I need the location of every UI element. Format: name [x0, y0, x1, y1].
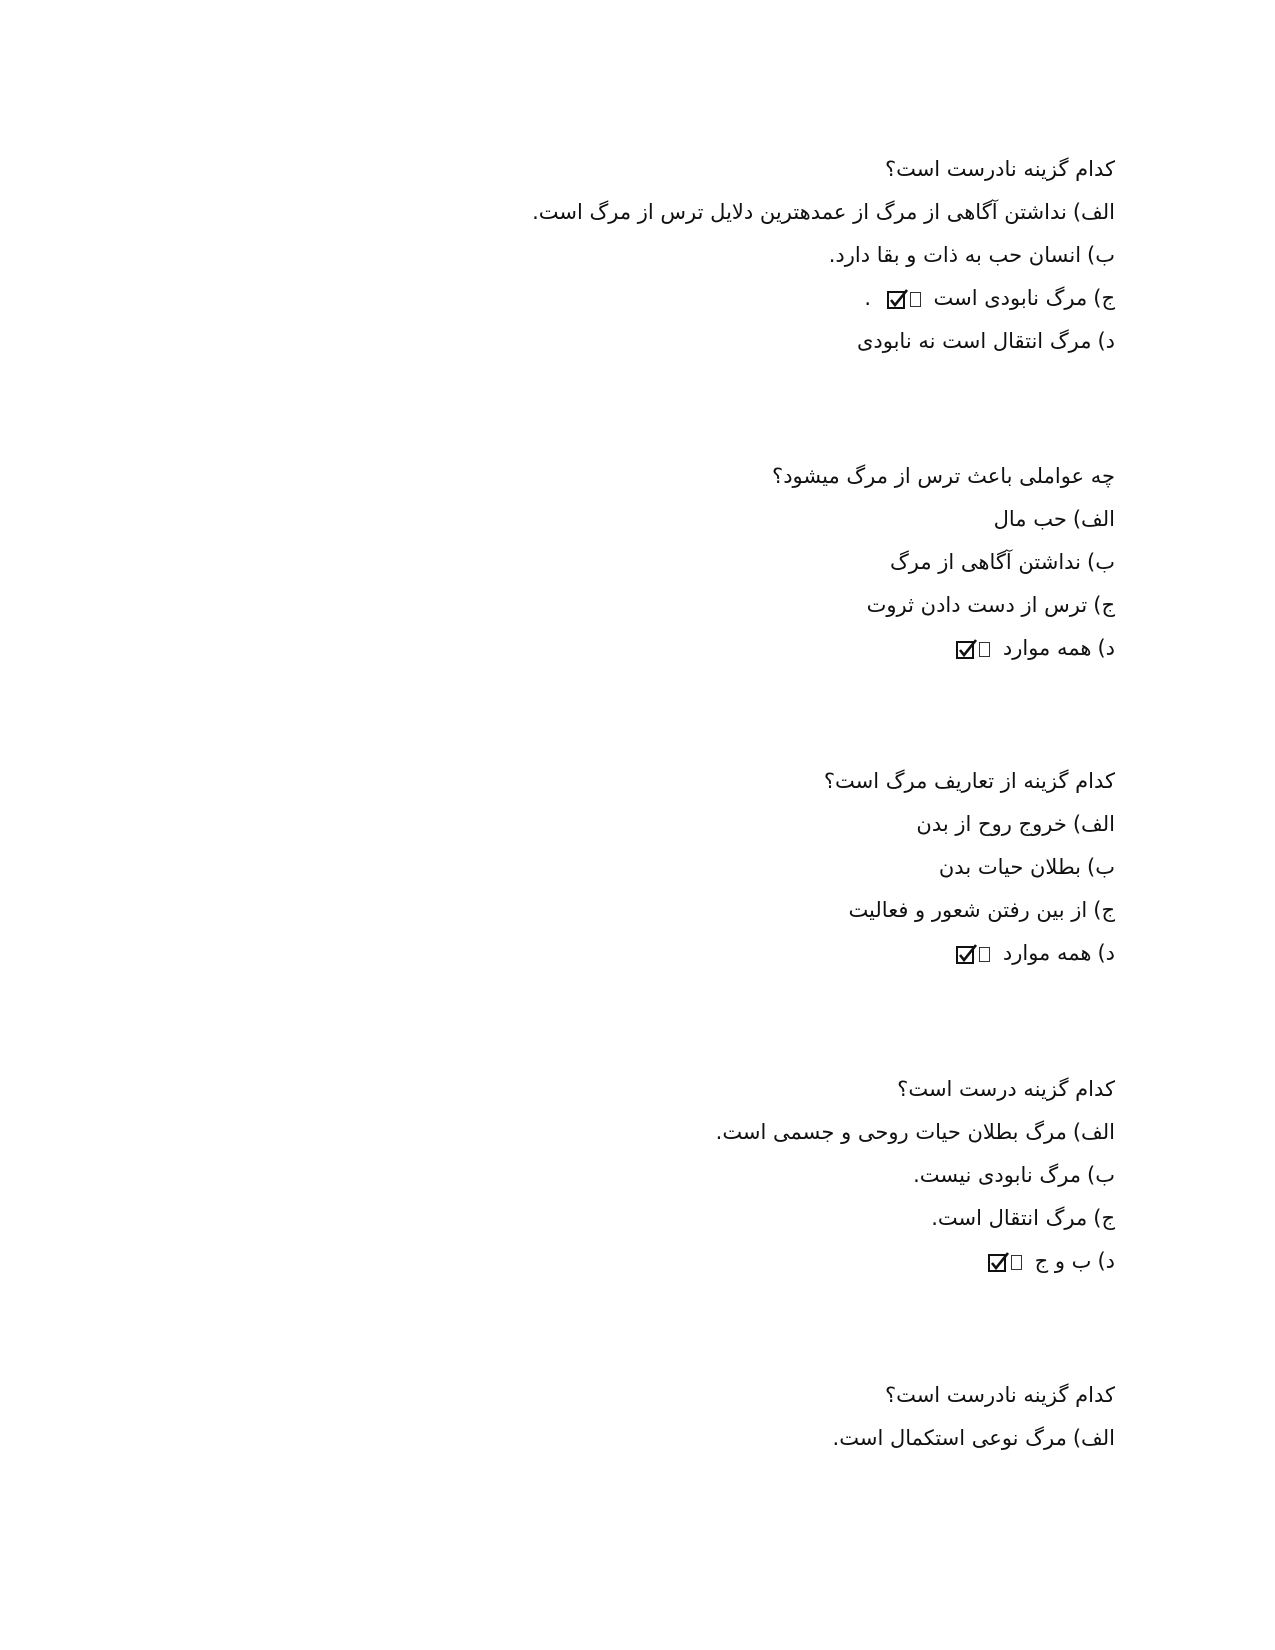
- trailing-period: .: [864, 286, 872, 310]
- question-2: [395, 455, 1115, 670]
- option-text: همه موارد: [1002, 941, 1092, 965]
- empty-box-icon: [979, 947, 990, 962]
- option-a: [395, 803, 1115, 846]
- option-text: از بین رفتن شعور و فعالیت: [848, 898, 1088, 922]
- question-stem: چه عواملی باعث ترس از مرگ میشود؟: [772, 464, 1115, 488]
- option-text: انسان حب به ذات و بقا دارد.: [828, 243, 1082, 267]
- option-prefix: د): [1097, 941, 1115, 965]
- option-c: [395, 584, 1115, 627]
- answer-mark: [955, 638, 992, 660]
- empty-box-icon: [910, 292, 921, 307]
- answer-mark: [886, 288, 923, 310]
- question-4: [395, 1068, 1115, 1283]
- question-1: [395, 148, 1115, 363]
- checked-box-icon: [987, 1251, 1009, 1273]
- option-text: حب مال: [993, 507, 1067, 531]
- answer-mark: [987, 1251, 1024, 1273]
- option-prefix: الف): [1072, 507, 1115, 531]
- option-d: [395, 932, 1115, 975]
- option-text: بطلان حیات بدن: [938, 855, 1082, 879]
- option-b: [395, 541, 1115, 584]
- option-text: مرگ نابودی نیست.: [913, 1163, 1082, 1187]
- option-text: مرگ نابودی است: [933, 286, 1088, 310]
- option-text: ترس از دست دادن ثروت: [866, 593, 1088, 617]
- option-c: [395, 277, 1115, 320]
- option-b: [395, 234, 1115, 277]
- option-c: [395, 889, 1115, 932]
- checked-box-icon: [955, 943, 977, 965]
- option-prefix: الف): [1072, 812, 1115, 836]
- option-prefix: ج): [1093, 1206, 1115, 1230]
- question-stem: کدام گزینه درست است؟: [897, 1077, 1115, 1101]
- option-text: مرگ انتقال است نه نابودی: [856, 329, 1092, 353]
- option-prefix: ج): [1093, 898, 1115, 922]
- option-text: مرگ نوعی استکمال است.: [832, 1426, 1067, 1450]
- option-a: [395, 1417, 1115, 1460]
- option-prefix: د): [1097, 329, 1115, 353]
- option-prefix: الف): [1072, 200, 1115, 224]
- option-a: [395, 498, 1115, 541]
- option-prefix: ب): [1087, 855, 1115, 879]
- option-d: [395, 627, 1115, 670]
- answer-mark: [955, 943, 992, 965]
- option-c: [395, 1197, 1115, 1240]
- option-prefix: ب): [1087, 550, 1115, 574]
- option-d: [395, 1240, 1115, 1283]
- option-prefix: ج): [1093, 593, 1115, 617]
- empty-box-icon: [1011, 1255, 1022, 1270]
- option-text: خروج روح از بدن: [916, 812, 1067, 836]
- question-stem: کدام گزینه نادرست است؟: [884, 157, 1115, 181]
- option-prefix: الف): [1072, 1120, 1115, 1144]
- option-text: مرگ بطلان حیات روحی و جسمی است.: [715, 1120, 1067, 1144]
- question-stem: کدام گزینه نادرست است؟: [884, 1383, 1115, 1407]
- option-b: [395, 846, 1115, 889]
- option-prefix: د): [1097, 1249, 1115, 1273]
- option-text: نداشتن آگاهی از مرگ: [889, 550, 1082, 574]
- checked-box-icon: [955, 638, 977, 660]
- option-prefix: ب): [1087, 1163, 1115, 1187]
- option-text: همه موارد: [1002, 636, 1092, 660]
- option-prefix: الف): [1072, 1426, 1115, 1450]
- option-prefix: د): [1097, 636, 1115, 660]
- option-a: [395, 1111, 1115, 1154]
- option-text: مرگ انتقال است.: [931, 1206, 1088, 1230]
- option-d: [395, 320, 1115, 363]
- option-text: نداشتن آگاهی از مرگ از عمدهترین دلایل ترس از مرگ است.: [532, 200, 1067, 224]
- option-prefix: ب): [1087, 243, 1115, 267]
- option-b: [395, 1154, 1115, 1197]
- option-a: [395, 191, 1115, 234]
- option-prefix: ج): [1093, 286, 1115, 310]
- question-5: [395, 1374, 1115, 1460]
- question-stem: کدام گزینه از تعاریف مرگ است؟: [823, 769, 1115, 793]
- option-text: ب و ج: [1034, 1249, 1092, 1273]
- question-3: [395, 760, 1115, 975]
- empty-box-icon: [979, 642, 990, 657]
- checked-box-icon: [886, 288, 908, 310]
